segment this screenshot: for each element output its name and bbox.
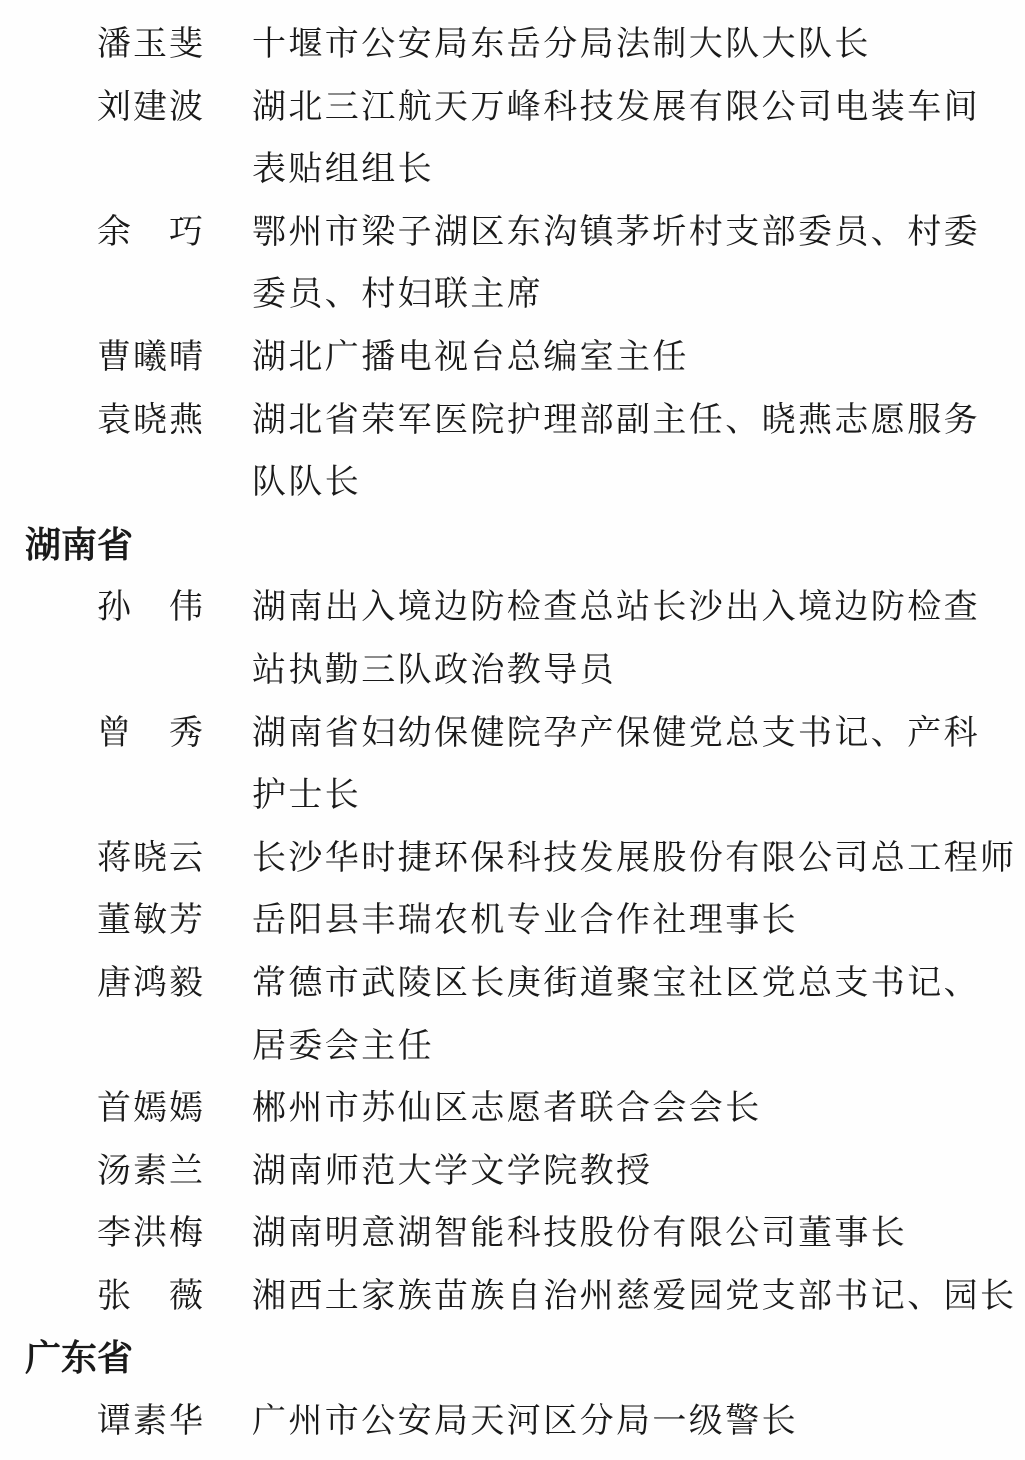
person-name: 潘玉斐 xyxy=(97,24,205,64)
person-name: 曾 秀 xyxy=(97,712,205,753)
person-name: 蒋晓云 xyxy=(97,837,205,878)
person-row xyxy=(0,952,1025,1077)
person-title-line: 湖北省荣军医院护理部副主任、晓燕志愿服务 xyxy=(252,399,980,440)
province-header xyxy=(25,514,1025,577)
person-title xyxy=(252,1265,1025,1328)
person-name: 余 巧 xyxy=(97,211,205,252)
person-title-line: 湘西土家族苗族自治州慈爱园党支部书记、园长 xyxy=(252,1275,1017,1316)
person-row xyxy=(0,1140,1025,1203)
person-name: 袁晓燕 xyxy=(97,399,205,440)
person-title-line: 表贴组组长 xyxy=(252,149,434,190)
person-title-line: 湖南明意湖智能科技股份有限公司董事长 xyxy=(252,1213,908,1254)
person-title-line: 湖北广播电视台总编室主任 xyxy=(252,336,689,377)
person-name: 董敏芳 xyxy=(97,900,205,941)
person-title xyxy=(252,1140,1025,1203)
person-name: 张 薇 xyxy=(97,1275,205,1316)
person-row xyxy=(0,13,1025,76)
person-row xyxy=(0,576,1025,701)
person-title-line: 委员、村妇联主席 xyxy=(252,274,544,315)
person-name: 李洪梅 xyxy=(97,1213,205,1254)
person-title xyxy=(252,326,1025,389)
person-title-line: 护士长 xyxy=(252,775,362,816)
person-title xyxy=(252,702,1025,827)
person-title-line: 郴州市苏仙区志愿者联合会会长 xyxy=(252,1088,762,1129)
person-title-line: 湖北三江航天万峰科技发展有限公司电装车间 xyxy=(252,86,980,127)
person-title-line: 广州市公安局天河区分局一级警长 xyxy=(252,1401,798,1442)
person-name: 曹曦晴 xyxy=(97,336,205,377)
person-row xyxy=(0,827,1025,890)
person-title-line: 长沙华时捷环保科技发展股份有限公司总工程师 xyxy=(252,837,1017,878)
person-row xyxy=(0,702,1025,827)
person-title-line: 常德市武陵区长庚街道聚宝社区党总支书记、 xyxy=(252,962,980,1003)
person-title xyxy=(252,13,1025,76)
person-row xyxy=(0,1390,1025,1453)
province-header xyxy=(25,1327,1025,1390)
person-row xyxy=(0,201,1025,326)
person-name: 首嫣嫣 xyxy=(97,1088,205,1129)
person-row xyxy=(0,1265,1025,1328)
person-title-line: 湖南出入境边防检查总站长沙出入境边防检查 xyxy=(252,587,980,628)
person-title-line: 居委会主任 xyxy=(252,1025,434,1066)
person-title xyxy=(252,1390,1025,1453)
person-title xyxy=(252,889,1025,952)
person-title-line: 湖南师范大学文学院教授 xyxy=(252,1150,653,1191)
person-row xyxy=(0,326,1025,389)
person-title xyxy=(252,576,1025,701)
person-name: 谭素华 xyxy=(97,1401,205,1442)
person-title-line: 鄂州市梁子湖区东沟镇茅圻村支部委员、村委 xyxy=(252,211,980,252)
province-header-label: 湖南省 xyxy=(25,523,134,566)
person-title-line: 岳阳县丰瑞农机专业合作社理事长 xyxy=(252,900,798,941)
person-name: 刘建波 xyxy=(97,86,205,127)
person-title xyxy=(252,201,1025,326)
person-row xyxy=(0,1202,1025,1265)
person-name: 汤素兰 xyxy=(97,1150,205,1191)
province-header-label: 广东省 xyxy=(25,1337,134,1380)
person-row xyxy=(0,1077,1025,1140)
person-name: 孙 伟 xyxy=(97,587,205,628)
person-title xyxy=(252,389,1025,514)
person-title-line: 十堰市公安局东岳分局法制大队大队长 xyxy=(252,24,871,64)
person-row xyxy=(0,389,1025,514)
person-title xyxy=(252,76,1025,201)
person-title-line: 湖南省妇幼保健院孕产保健党总支书记、产科 xyxy=(252,712,980,753)
person-row xyxy=(0,889,1025,952)
person-name: 唐鸿毅 xyxy=(97,962,205,1003)
person-title xyxy=(252,827,1025,890)
person-row xyxy=(0,76,1025,201)
person-title xyxy=(252,1202,1025,1265)
person-title xyxy=(252,952,1025,1077)
person-title-line: 队队长 xyxy=(252,462,362,503)
person-title xyxy=(252,1077,1025,1140)
person-title-line: 站执勤三队政治教导员 xyxy=(252,649,616,690)
